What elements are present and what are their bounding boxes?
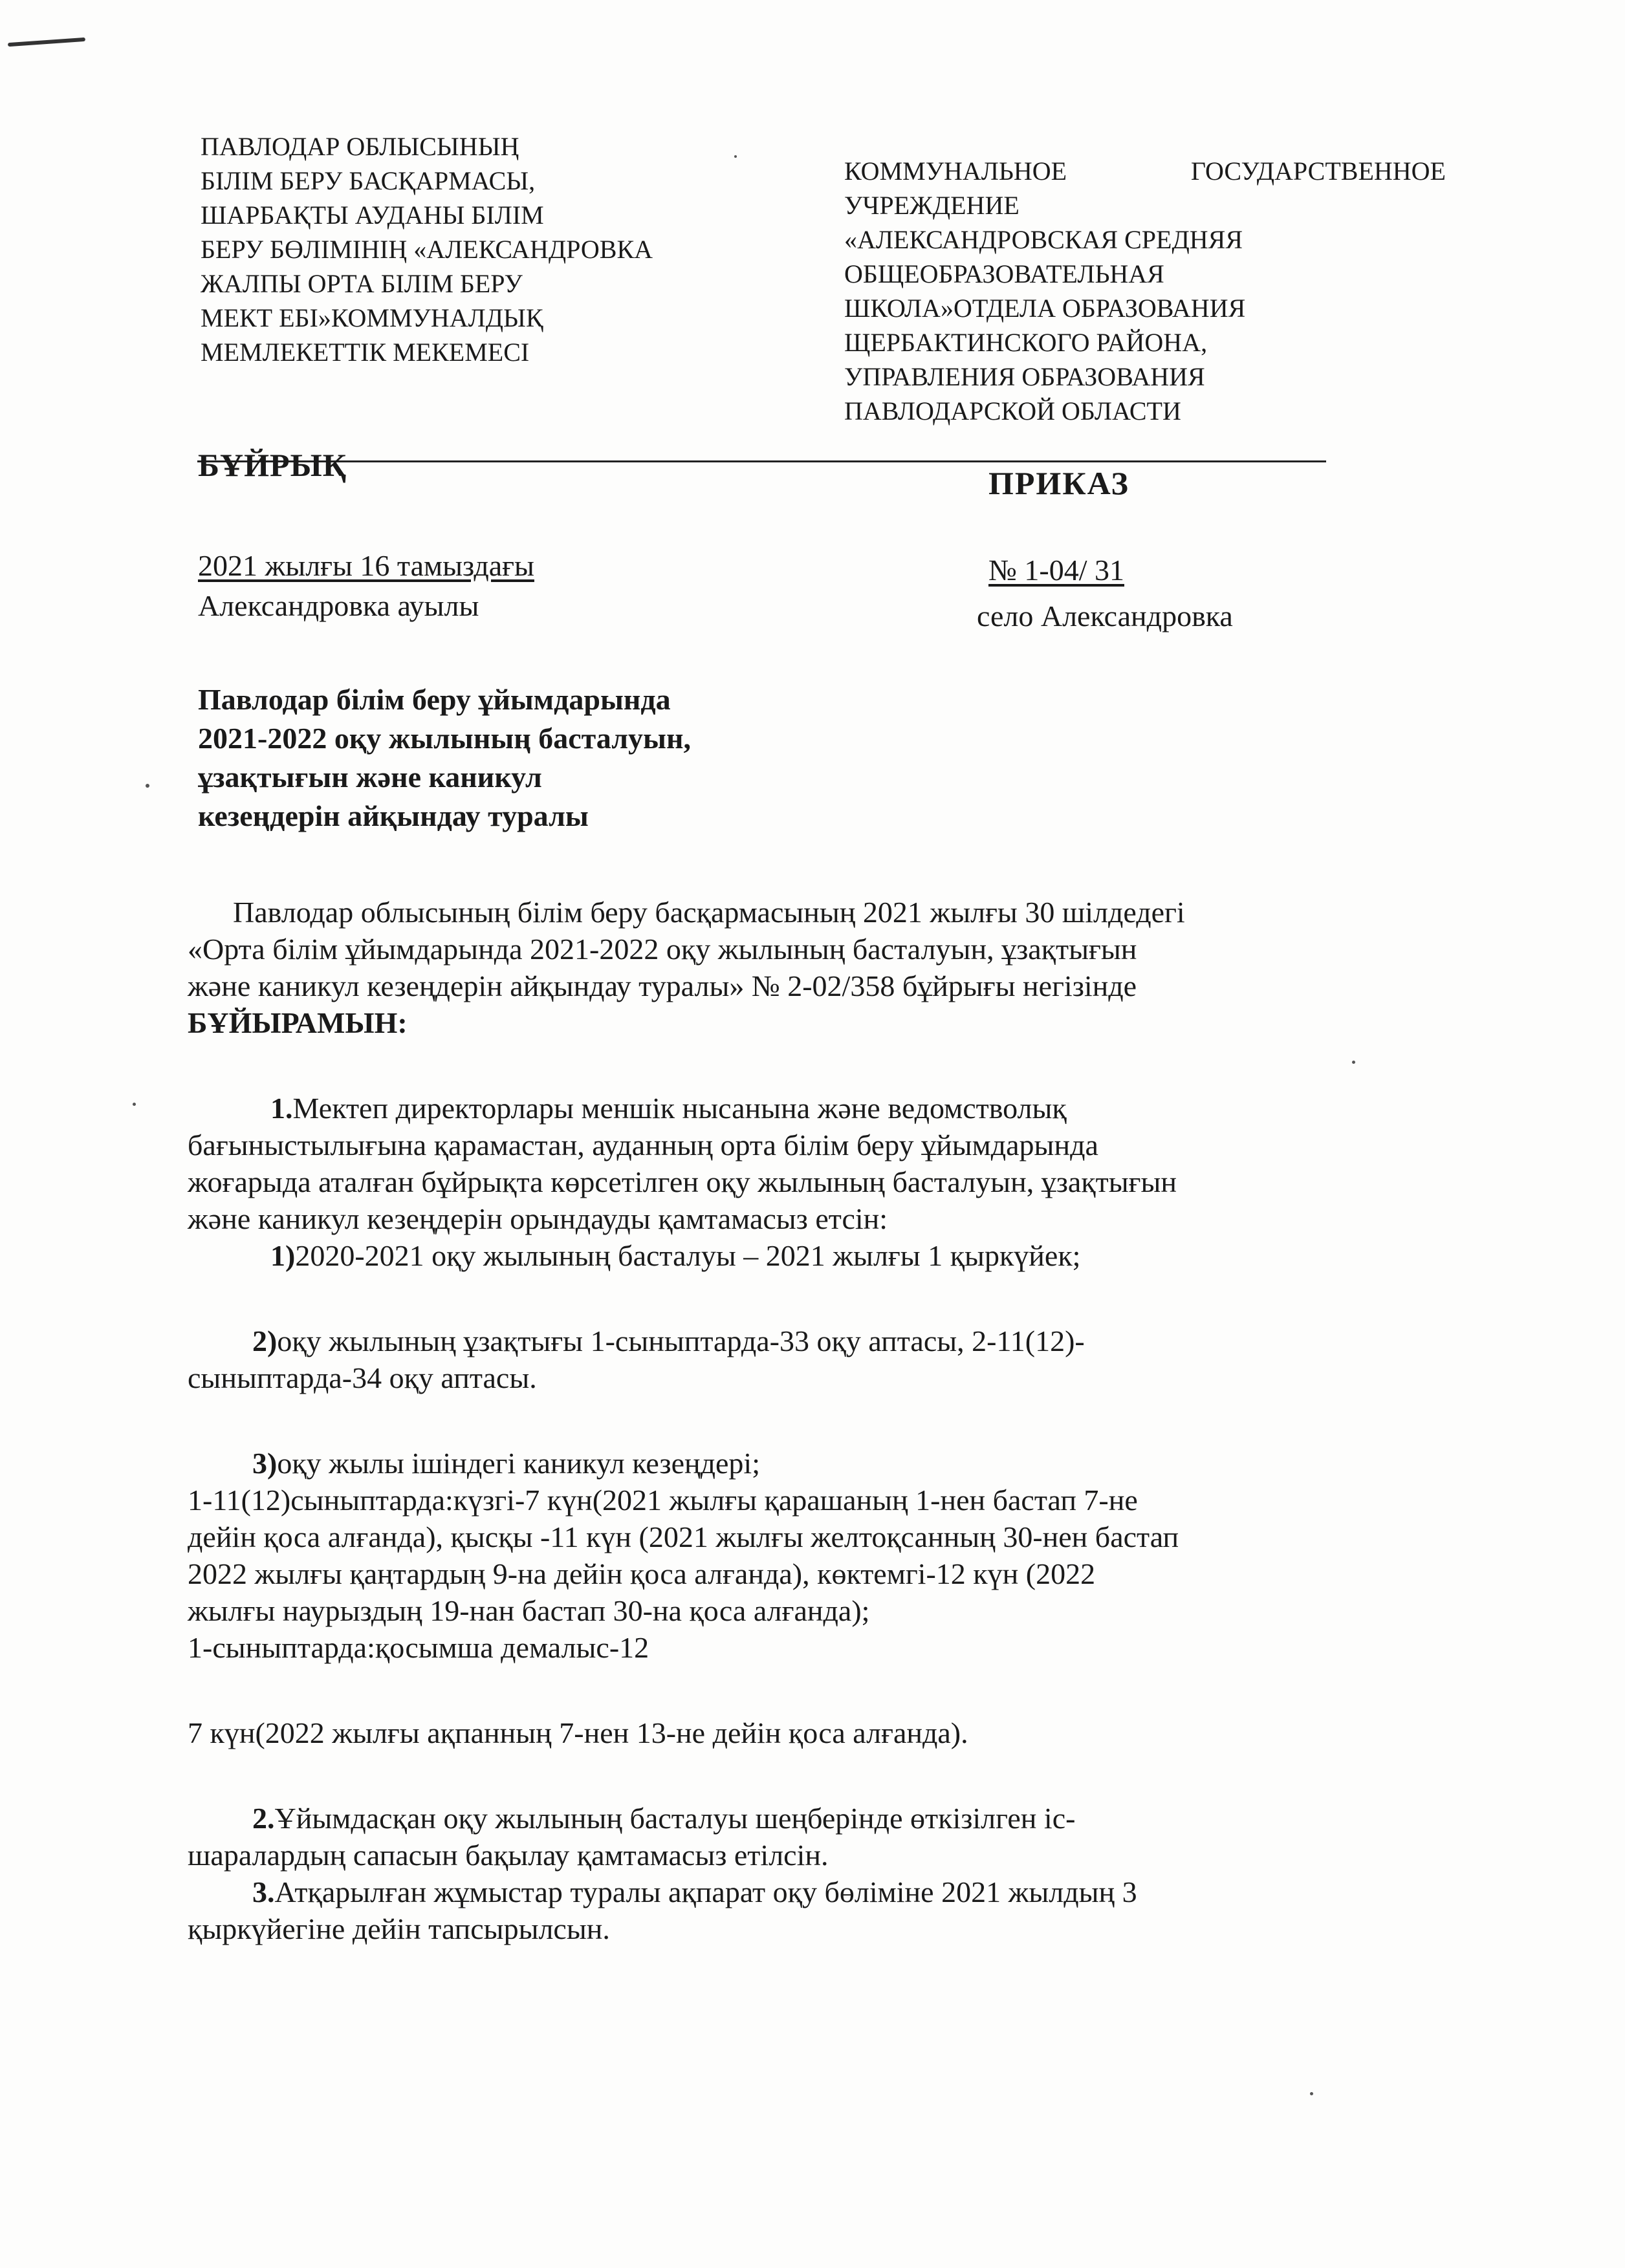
subitem-3-line: 1-11(12)сыныптарда:күзгі-7 күн(2021 жылғы қарашаның 1-нен бастап 7-не [188,1484,1138,1517]
order-label-kazakh: БҰЙРЫҚ [198,447,347,483]
header-right-line: УЧРЕЖДЕНИЕ [844,191,1020,220]
header-left-line: БЕРУ БӨЛІМІНІҢ «АЛЕКСАНДРОВКА [201,235,653,264]
paragraph-number: 1. [270,1092,293,1125]
intro-line: «Орта білім ұйымдарында 2021-2022 оқу жылының басталуын, ұзақтығын [188,933,1137,966]
paragraph-1-line: бағыныстылығына қарамастан, ауданның орта білім беру ұйымдарында [188,1129,1098,1161]
subitem-3-line: жылғы наурыздың 19-нан бастап 30-на қоса алғанда); [188,1594,870,1627]
scan-speck [133,1103,136,1106]
title-line: кезеңдерін айқындау туралы [198,799,589,832]
header-right-line: «АЛЕКСАНДРОВСКАЯ СРЕДНЯЯ [844,225,1243,254]
header-left-line: ЖАЛПЫ ОРТА БІЛІМ БЕРУ [201,269,523,298]
decree-word: БҰЙЫРАМЫН: [188,1006,408,1039]
scan-speck [146,784,149,788]
header-right-russian [844,154,1446,428]
paragraph-1-line: жоғарыда аталған бұйрықта көрсетілген оқу жылының басталуын, ұзақтығын [188,1165,1177,1198]
subitem-text: оқу жылы ішіндегі каникул кезеңдері; [277,1447,760,1480]
header-left-line: МЕМЛЕКЕТТІК МЕКЕМЕСІ [201,338,530,367]
header-right-line: УПРАВЛЕНИЯ ОБРАЗОВАНИЯ [844,362,1205,391]
header-divider [197,460,1326,462]
intro-line: және каникул кезеңдерін айқындау туралы» № 2-02/358 бұйрығы негізінде [188,969,1137,1002]
order-place-russian: село Александровка [977,599,1233,632]
scan-speck [1352,1061,1355,1064]
subitem-3-line: 2022 жылғы қаңтардың 9-на дейін қоса алғанда), көктемгі-12 күн (2022 [188,1557,1096,1590]
subitem-text: 2020-2021 оқу жылының басталуы – 2021 жылғы 1 қыркүйек; [295,1239,1081,1272]
header-right-line: ШКОЛА»ОТДЕЛА ОБРАЗОВАНИЯ [844,294,1246,323]
subitem-1-line [188,1237,1456,1274]
paragraph-number: 3. [252,1875,275,1908]
paragraph-number: 2. [252,1802,275,1835]
paragraph-3-line [188,1874,1456,1910]
header-right-word: ГОСУДАРСТВЕННОЕ [1190,157,1446,186]
order-number: № 1-04/ 31 [988,554,1124,587]
corner-pen-mark [8,38,85,47]
paragraph-text: Атқарылған жұмыстар туралы ақпарат оқу бөліміне 2021 жылдың 3 [274,1875,1137,1908]
paragraph-2-line: шаралардың сапасын бақылау қамтамасыз етілсін. [188,1839,829,1872]
header-left-kazakh [201,129,822,369]
header-left-line: ШАРБАҚТЫ АУДАНЫ БІЛІМ [201,200,544,230]
subitem-2-line: сыныптарда-34 оқу аптасы. [188,1361,537,1394]
header-right-first-line [844,154,1446,188]
intro-line: Павлодар облысының білім беру басқармасының 2021 жылғы 30 шілдедегі [233,896,1185,929]
header-right-line: ОБЩЕОБРАЗОВАТЕЛЬНАЯ [844,259,1164,288]
scan-speck [734,155,737,158]
header-right-line: ПАВЛОДАРСКОЙ ОБЛАСТИ [844,396,1181,426]
order-place-kazakh: Александровка ауылы [198,589,479,622]
header-right-line: ЩЕРБАКТИНСКОГО РАЙОНА, [844,328,1208,357]
subitem-text: оқу жылының ұзақтығы 1-сыныптарда-33 оқу аптасы, 2-11(12)- [277,1324,1085,1357]
paragraph-text: Мектеп директорлары меншік нысанына және ведомстволық [292,1092,1067,1125]
subitem-number: 2) [252,1324,278,1357]
title-line: ұзақтығын және каникул [198,761,542,794]
paragraph-1-line [188,1090,1456,1127]
paragraph-text: Ұйымдасқан оқу жылының басталуы шеңберінде өткізілген іс- [274,1802,1076,1835]
subitem-number: 1) [270,1239,296,1272]
scan-speck [1310,2092,1313,2095]
paragraph-2-line [188,1800,1456,1837]
order-label-russian: ПРИКАЗ [988,465,1129,501]
paragraph-1-line: және каникул кезеңдерін орындауды қамтамасыз етсін: [188,1202,888,1235]
header-right-word: КОММУНАЛЬНОЕ [844,157,1067,186]
document-body [188,894,1456,1947]
subitem-number: 3) [252,1447,278,1480]
document-title [198,680,910,836]
order-date: 2021 жылғы 16 тамыздағы [198,549,534,582]
subitem-3-line: 7 күн(2022 жылғы ақпанның 7-нен 13-не дейін қоса алғанда). [188,1716,968,1749]
subitem-3-line: 1-сыныптарда:қосымша демалыс-12 [188,1631,649,1664]
subitem-2-line [188,1323,1456,1359]
header-left-line: МЕКТ ЕБІ»КОММУНАЛДЫҚ [201,303,543,332]
subitem-3-line [188,1445,1456,1482]
subitem-3-line: дейін қоса алғанда), қысқы -11 күн (2021 жылғы желтоқсанның 30-нен бастап [188,1520,1179,1553]
title-line: Павлодар білім беру ұйымдарында [198,683,671,716]
header-left-line: БІЛІМ БЕРУ БАСҚАРМАСЫ, [201,166,536,195]
paragraph-3-line: қыркүйегіне дейін тапсырылсын. [188,1912,610,1945]
title-line: 2021-2022 оқу жылының басталуын, [198,722,691,755]
header-left-line: ПАВЛОДАР ОБЛЫСЫНЫҢ [201,132,519,161]
